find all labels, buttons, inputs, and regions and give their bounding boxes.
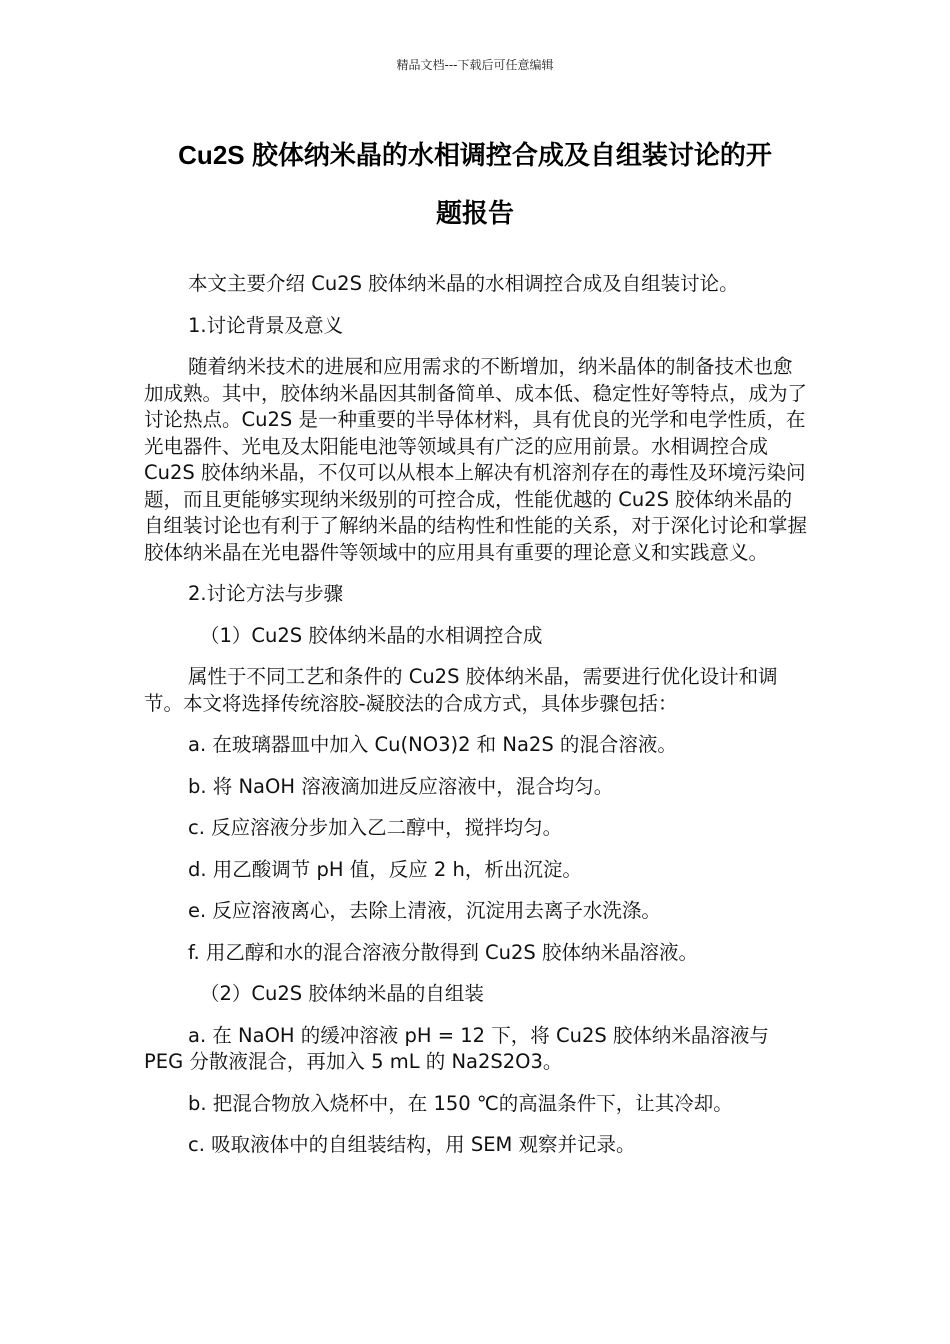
- document-title-line-1: Cu2S 胶体纳米晶的水相调控合成及自组装讨论的开: [178, 140, 772, 170]
- section-heading-background: 1.讨论背景及意义: [188, 313, 344, 337]
- synthesis-step-c: c. 反应溶液分步加入乙二醇中，搅拌均匀。: [188, 816, 563, 839]
- document-body: [144, 271, 810, 1159]
- document-title-line-2: 题报告: [435, 198, 514, 228]
- synthesis-step-e: e. 反应溶液离心，去除上清液，沉淀用去离子水洗涤。: [188, 899, 661, 922]
- synthesis-step-f: f. 用乙醇和水的混合溶液分散得到 Cu2S 胶体纳米晶溶液。: [188, 940, 698, 964]
- assembly-step-b: b. 把混合物放入烧杯中，在 150 ℃的高温条件下，让其冷却。: [188, 1091, 733, 1115]
- background-paragraph: 随着纳米技术的进展和应用需求的不断增加，纳米晶体的制备技术也愈加成熟。其中，胶体纳米晶因其制备简单、成本低、稳定性好等特点，成为了讨论热点。Cu2S 是一种重要的半导体材料，具有优良的光学和电学性质，在光电器件、光电及太阳能电池等领域具有广泛的应用前景。水相调控合成 Cu2S 胶体纳米晶，不仅可以从根本上解决有机溶剂存在的毒性及环境污染问题，而且更能够实现纳米级别的可控合成，性能优越的 Cu2S 胶体纳米晶的自组装讨论也有利于了解纳米晶的结构性和性能的关系，对于深化讨论和掌握胶体纳米晶在光电器件等领域中的应用具有重要的理论意义和实践意义。: [144, 355, 808, 564]
- subsection-heading-self-assembly: （2）Cu2S 胶体纳米晶的自组装: [200, 982, 484, 1005]
- synthesis-step-d: d. 用乙酸调节 pH 值，反应 2 h，析出沉淀。: [188, 857, 582, 881]
- section-heading-methods: 2.讨论方法与步骤: [188, 582, 344, 605]
- synthesis-intro-paragraph: 属性于不同工艺和条件的 Cu2S 胶体纳米晶，需要进行优化设计和调节。本文将选择传统溶胶-凝胶法的合成方式，具体步骤包括：: [144, 665, 778, 715]
- synthesis-step-b: b. 将 NaOH 溶液滴加进反应溶液中，混合均匀。: [188, 774, 614, 798]
- assembly-step-c: c. 吸取液体中的自组装结构，用 SEM 观察并记录。: [188, 1133, 636, 1156]
- intro-paragraph: 本文主要介绍 Cu2S 胶体纳米晶的水相调控合成及自组装讨论。: [188, 272, 739, 295]
- subsection-heading-synthesis: （1）Cu2S 胶体纳米晶的水相调控合成: [200, 623, 543, 647]
- assembly-step-a: a. 在 NaOH 的缓冲溶液 pH = 12 下，将 Cu2S 胶体纳米晶溶液与 PEG 分散液混合，再加入 5 mL 的 Na2S2O3。: [144, 1023, 769, 1073]
- page-header-note: 精品文档---下载后可任意编辑: [396, 58, 554, 72]
- synthesis-step-a: a. 在玻璃器皿中加入 Cu(NO3)2 和 Na2S 的混合溶液。: [188, 733, 677, 756]
